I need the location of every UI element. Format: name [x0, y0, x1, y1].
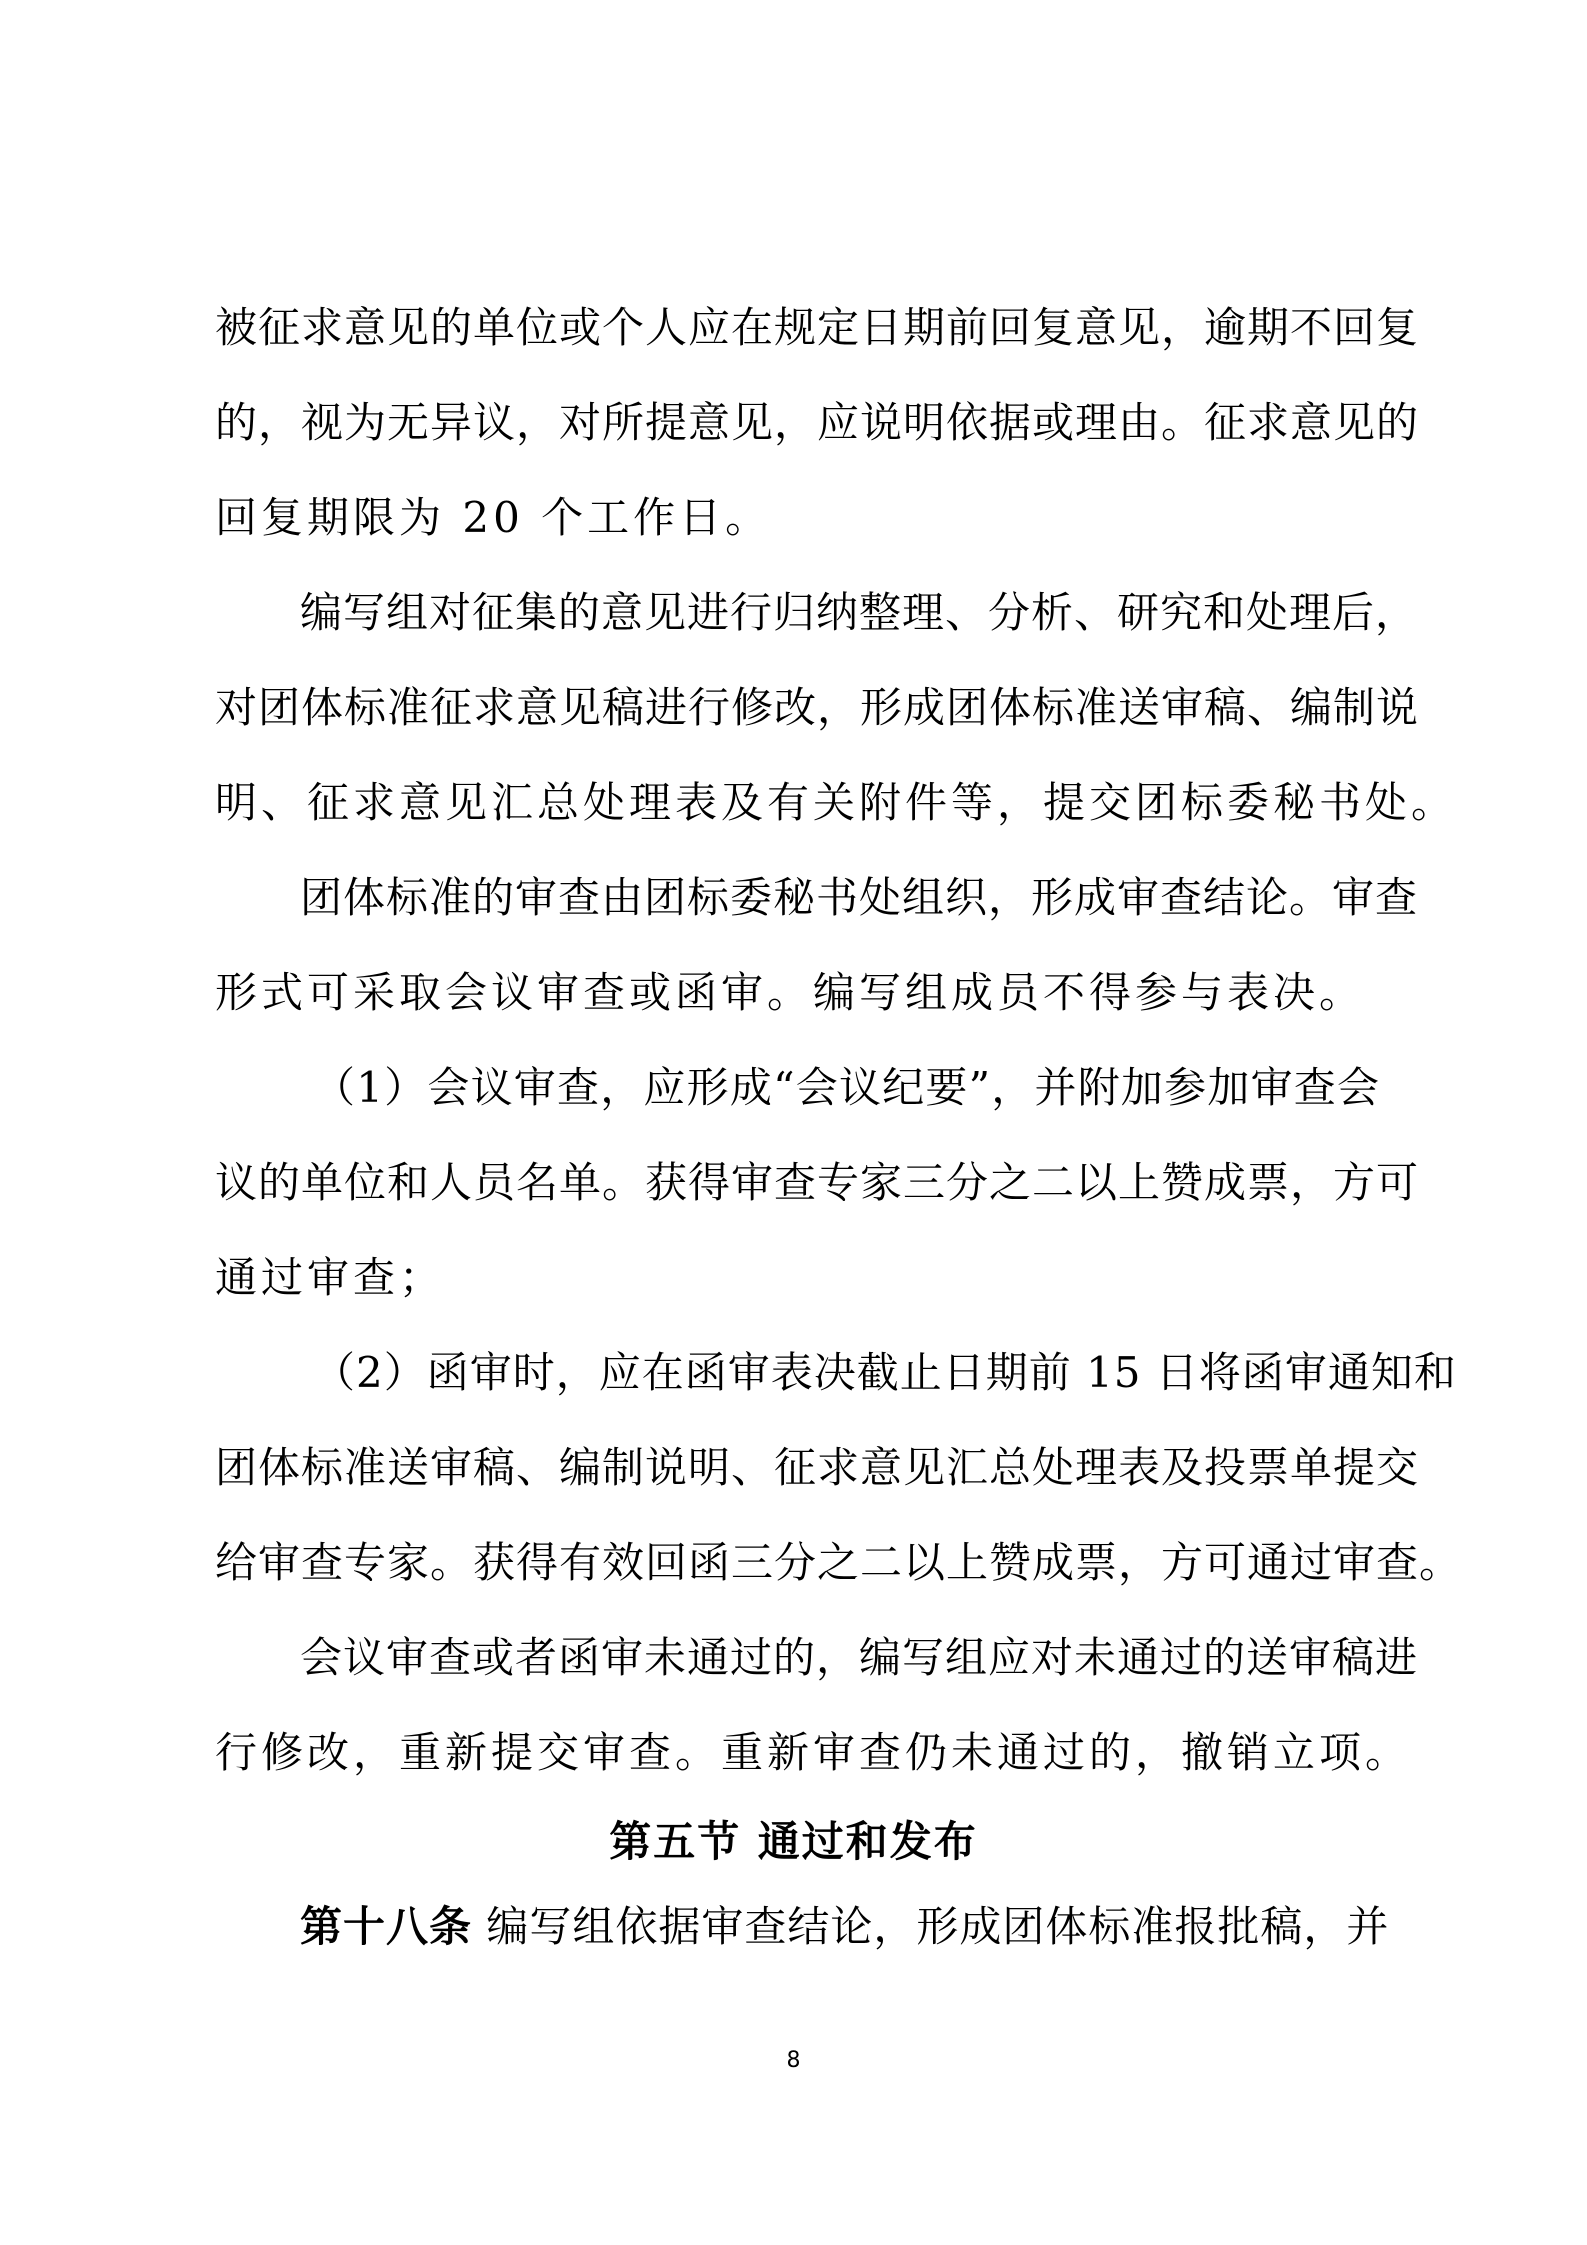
body-line-2: 的，视为无异议，对所提意见，应说明依据或理由。征求意见的	[215, 398, 1420, 447]
body-line-16: 行修改，重新提交审查。重新审查仍未通过的，撤销立项。	[215, 1728, 1412, 1777]
body-line-1: 被征求意见的单位或个人应在规定日期前回复意见，逾期不回复	[215, 303, 1420, 352]
body-line-15: 会议审查或者函审未通过的，编写组应对未通过的送审稿进	[300, 1633, 1419, 1682]
body-line-13: 团体标准送审稿、编制说明、征求意见汇总处理表及投票单提交	[215, 1443, 1420, 1492]
body-line-6: 明、征求意见汇总处理表及有关附件等，提交团标委秘书处。	[215, 778, 1458, 827]
body-line-3: 回复期限为 20 个工作日。	[215, 493, 772, 542]
body-line-14: 给审查专家。获得有效回函三分之二以上赞成票，方可通过审查。	[215, 1538, 1463, 1587]
body-line-4: 编写组对征集的意见进行归纳整理、分析、研究和处理后，	[300, 588, 1419, 637]
body-line-7: 团体标准的审查由团标委秘书处组织，形成审查结论。审查	[300, 873, 1419, 922]
body-line-5: 对团体标准征求意见稿进行修改，形成团体标准送审稿、编制说	[215, 683, 1420, 732]
body-line-10: 议的单位和人员名单。获得审查专家三分之二以上赞成票，方可	[215, 1158, 1420, 1207]
article-text: 编写组依据审查结论，形成团体标准报批稿，并	[472, 1902, 1390, 1951]
body-line-9: （1）会议审查，应形成“会议纪要”，并附加参加审查会	[313, 1063, 1380, 1112]
page-number: 8	[786, 2048, 801, 2073]
body-line-12: （2）函审时，应在函审表决截止日期前 15 日将函审通知和	[313, 1348, 1457, 1397]
body-line-8: 形式可采取会议审查或函审。编写组成员不得参与表决。	[215, 968, 1366, 1017]
article-label: 第十八条	[300, 1902, 473, 1951]
article-line	[300, 1897, 1390, 1957]
body-line-11: 通过审查；	[215, 1253, 446, 1302]
section-heading: 第五节 通过和发布	[609, 1817, 978, 1866]
